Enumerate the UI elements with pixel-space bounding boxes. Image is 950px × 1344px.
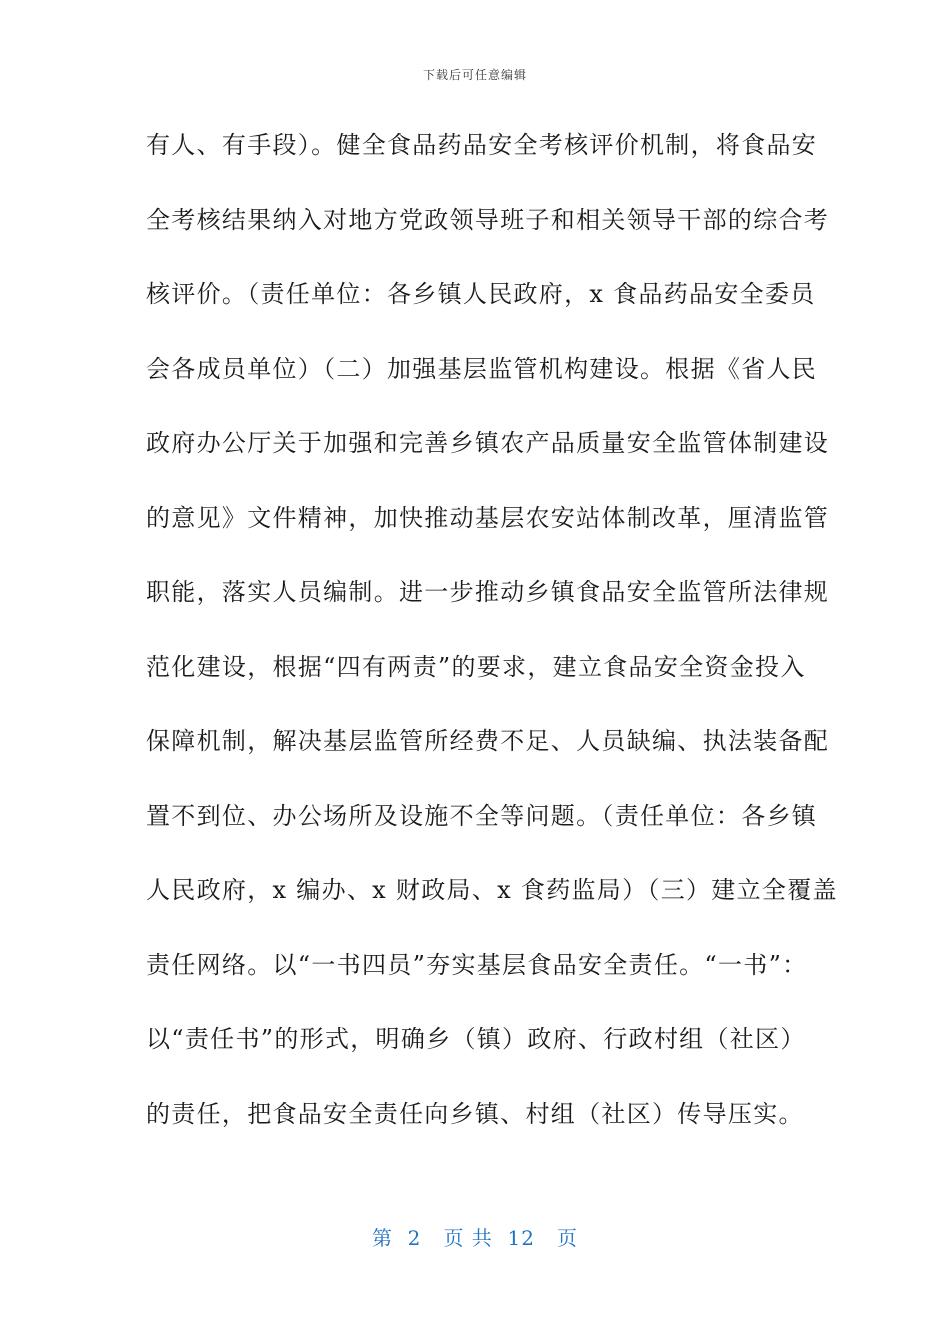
text-line: 保障机制，解决基层监管所经费不足、人员缺编、执法装备配 bbox=[146, 727, 830, 755]
text-line: 全考核结果纳入对地方党政领导班子和相关领导干部的综合考 bbox=[146, 205, 830, 234]
download-edit-note: 下载后可任意编辑 bbox=[422, 68, 527, 82]
page-number-footer: 第 2 页 共 12 页 bbox=[371, 1226, 579, 1250]
document-body bbox=[146, 120, 838, 1163]
text-line: 以“责任书”的形式，明确乡（镇）政府、行政村组（社区） bbox=[146, 1025, 806, 1053]
text-line: 核评价。（责任单位：各乡镇人民政府，x 食品药品安全委员 bbox=[146, 280, 816, 308]
text-line: 范化建设，根据“四有两责”的要求，建立食品安全资金投入 bbox=[146, 652, 806, 681]
text-line: 政府办公厅关于加强和完善乡镇农产品质量安全监管体制建设 bbox=[146, 429, 830, 457]
text-line: 置不到位、办公场所及设施不全等问题。（责任单位：各乡镇 bbox=[146, 801, 818, 830]
text-line: 的意见》文件精神，加快推动基层农安站体制改革，厘清监管 bbox=[146, 503, 830, 532]
text-line: 责任网络。以“一书四员”夯实基层食品安全责任。“一书”： bbox=[146, 950, 808, 979]
text-line: 职能，落实人员编制。进一步推动乡镇食品安全监管所法律规 bbox=[146, 578, 830, 606]
text-line: 会各成员单位）（二）加强基层监管机构建设。根据《省人民 bbox=[146, 354, 818, 383]
text-line: 的责任，把食品安全责任向乡镇、村组（社区）传导压实。 bbox=[146, 1099, 804, 1128]
text-line: 有人、有手段）。健全食品药品安全考核评价机制，将食品安 bbox=[146, 131, 818, 159]
text-line: 人民政府，x 编办、x 财政局、x 食药监局）（三）建立全覆盖 bbox=[146, 876, 838, 904]
